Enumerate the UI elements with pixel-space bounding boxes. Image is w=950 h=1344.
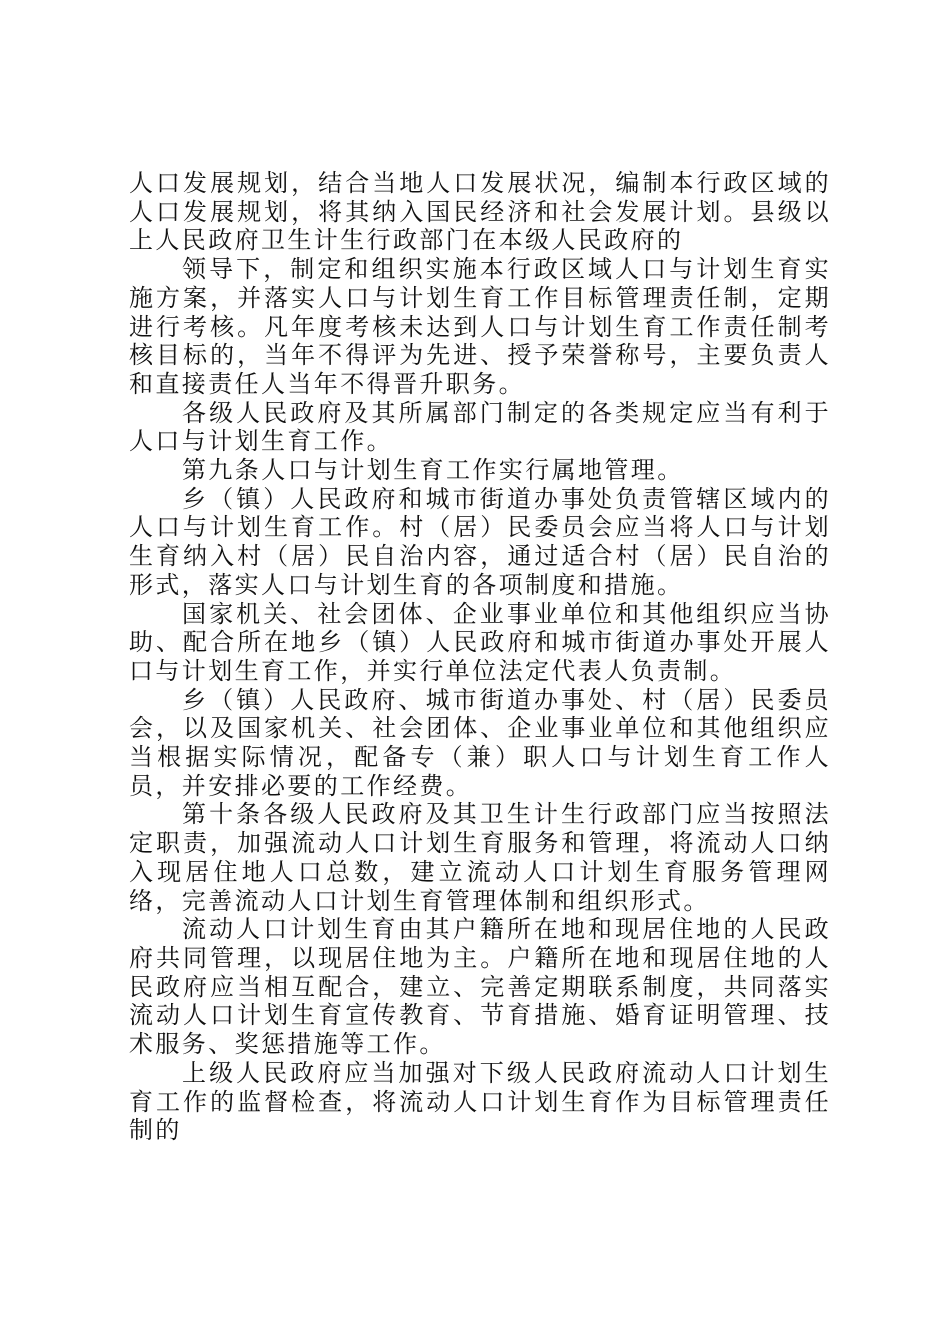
paragraph-6: 国家机关、社会团体、企业事业单位和其他组织应当协助、配合所在地乡（镇）人民政府和城市街道办事处开展人口与计划生育工作，并实行单位法定代表人负责制。 (129, 599, 831, 685)
paragraph-5: 乡（镇）人民政府和城市街道办事处负责管辖区域内的人口与计划生育工作。村（居）民委员会应当将人口与计划生育纳入村（居）民自治内容，通过适合村（居）民自治的形式，落实人口与计划生育的各项制度和措施。 (129, 484, 831, 599)
paragraph-3: 各级人民政府及其所属部门制定的各类规定应当有利于人口与计划生育工作。 (129, 398, 831, 456)
document-body (129, 169, 831, 1145)
paragraph-1: 人口发展规划，结合当地人口发展状况，编制本行政区域的人口发展规划，将其纳入国民经济和社会发展计划。县级以上人民政府卫生计生行政部门在本级人民政府的 (129, 169, 831, 255)
paragraph-2: 领导下，制定和组织实施本行政区域人口与计划生育实施方案，并落实人口与计划生育工作目标管理责任制，定期进行考核。凡年度考核未达到人口与计划生育工作责任制考核目标的，当年不得评为先进、授予荣誉称号，主要负责人和直接责任人当年不得晋升职务。 (129, 255, 831, 398)
paragraph-10: 上级人民政府应当加强对下级人民政府流动人口计划生育工作的监督检查，将流动人口计划生育作为目标管理责任制的 (129, 1058, 831, 1145)
paragraph-7: 乡（镇）人民政府、城市街道办事处、村（居）民委员会，以及国家机关、社会团体、企业事业单位和其他组织应当根据实际情况，配备专（兼）职人口与计划生育工作人员，并安排必要的工作经费。 (129, 685, 831, 800)
paragraph-9: 流动人口计划生育由其户籍所在地和现居住地的人民政府共同管理，以现居住地为主。户籍所在地和现居住地的人民政府应当相互配合，建立、完善定期联系制度，共同落实流动人口计划生育宣传教育、节育措施、婚育证明管理、技术服务、奖惩措施等工作。 (129, 915, 831, 1059)
paragraph-article-10: 第十条各级人民政府及其卫生计生行政部门应当按照法定职责，加强流动人口计划生育服务和管理，将流动人口纳入现居住地人口总数，建立流动人口计划生育服务管理网络，完善流动人口计划生育管理体制和组织形式。 (129, 800, 831, 915)
paragraph-article-9: 第九条人口与计划生育工作实行属地管理。 (182, 456, 684, 485)
